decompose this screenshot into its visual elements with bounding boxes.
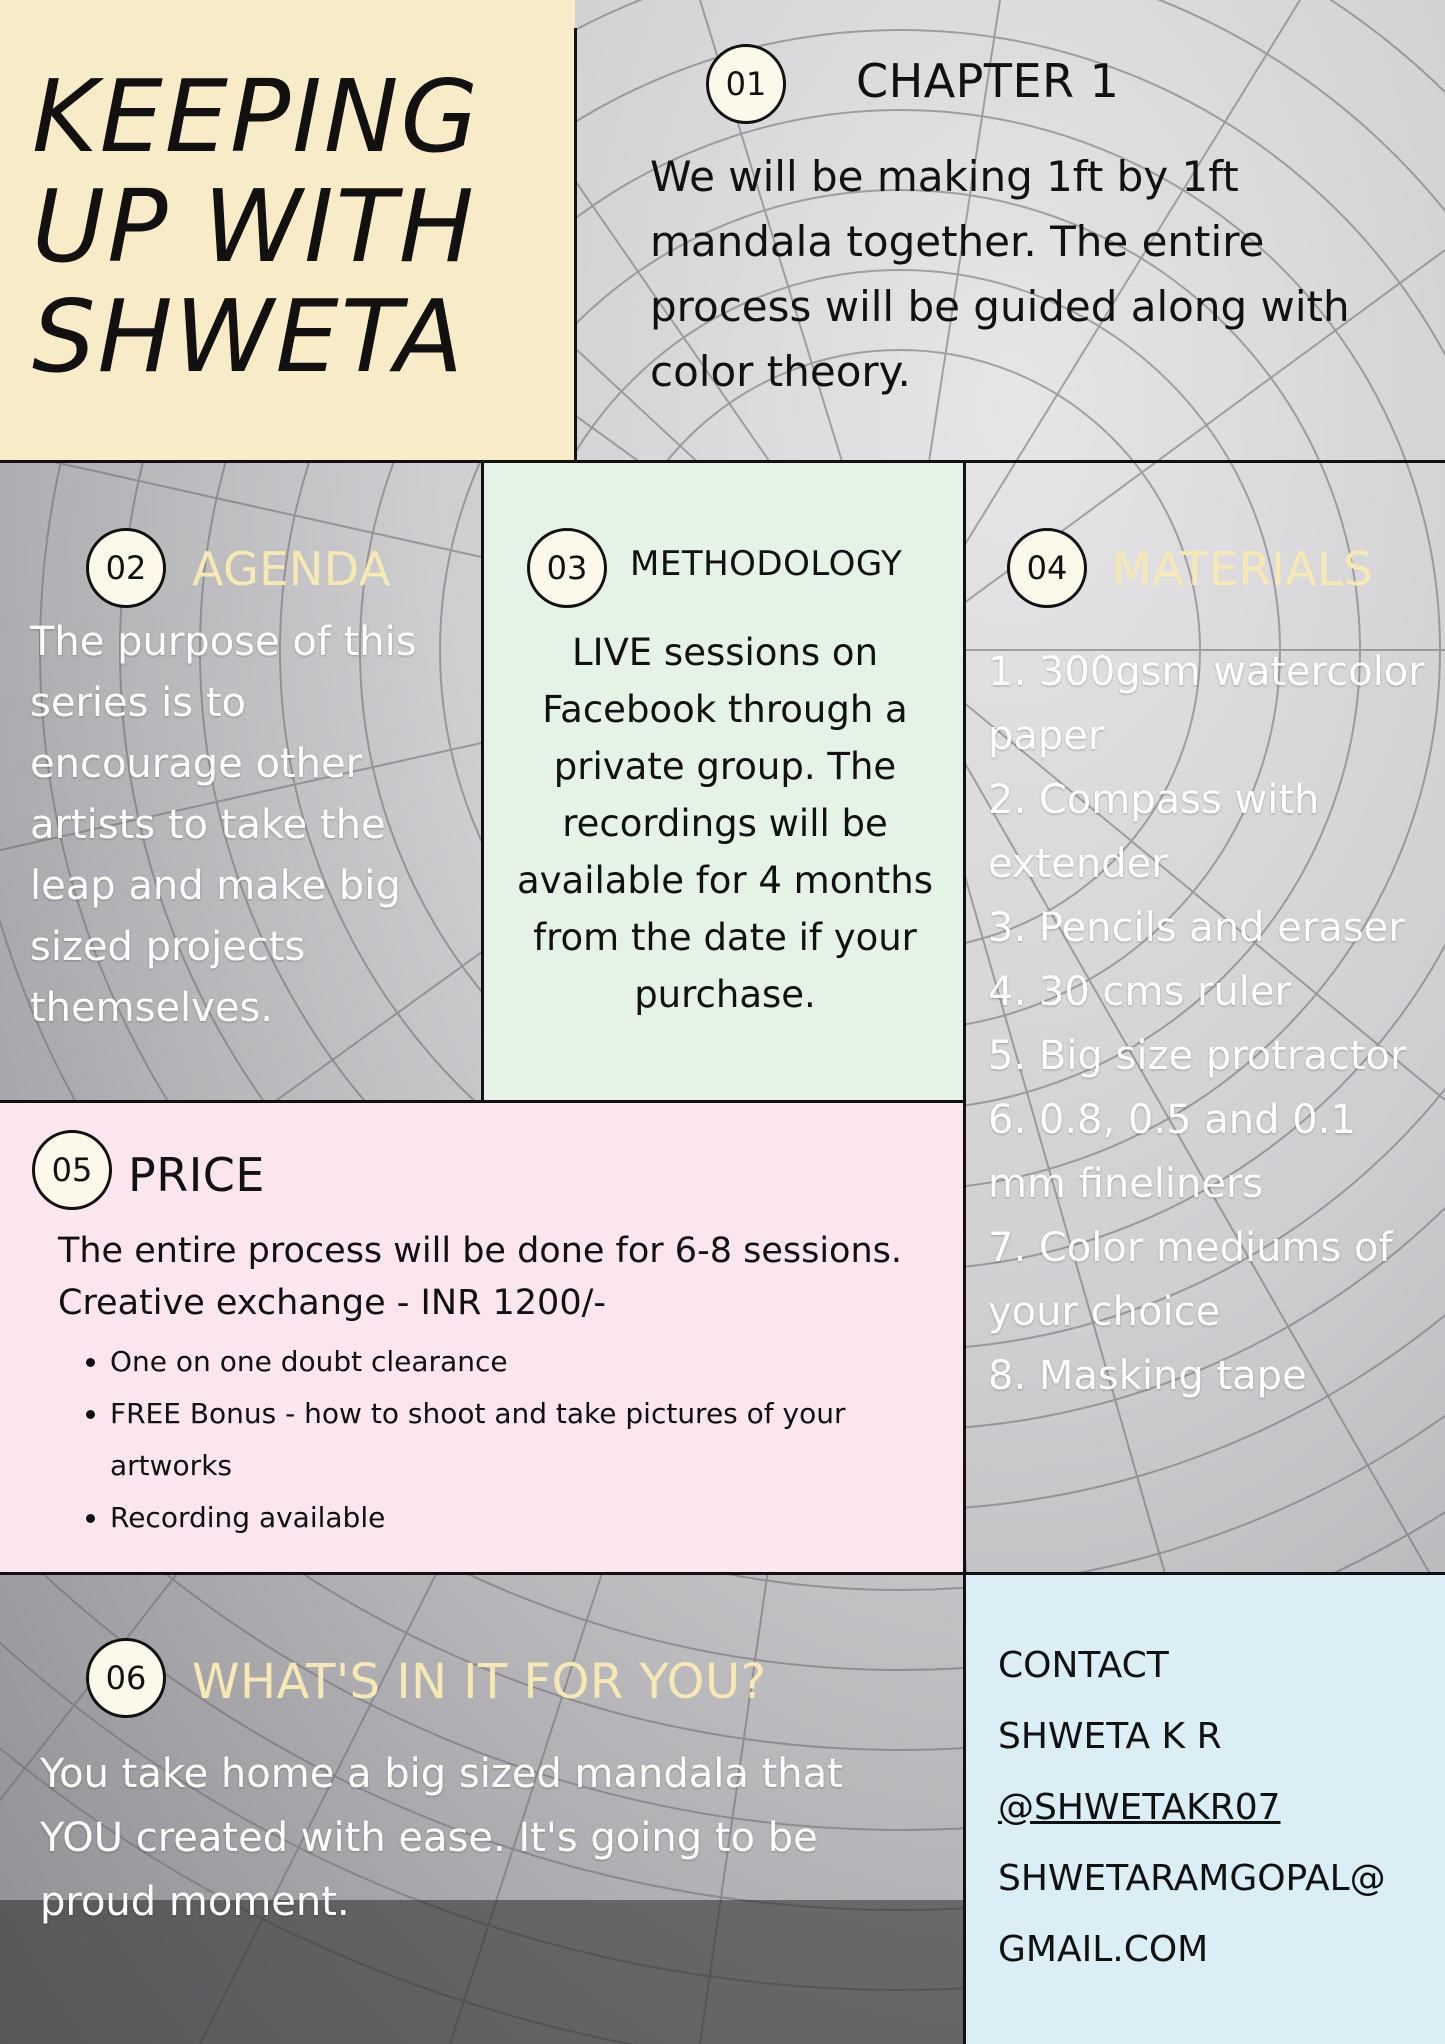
divider-line — [963, 462, 966, 2044]
price-line: The entire process will be done for 6-8 sessions. — [58, 1231, 903, 1271]
methodology-text: LIVE sessions on Facebook through a private group. The recordings will be available for 4 months from the date if your purchase. — [516, 631, 934, 1016]
price-heading: PRICE — [128, 1148, 265, 1202]
title-line: SHWETA — [32, 278, 466, 395]
list-item: 3. Pencils and eraser — [988, 905, 1405, 951]
list-item: • One on one doubt clearance — [110, 1336, 910, 1388]
section-number-badge: 06 — [86, 1638, 166, 1718]
benefit-heading: WHAT'S IN IT FOR YOU? — [192, 1654, 767, 1710]
contact-label: CONTACT — [998, 1645, 1169, 1686]
divider-line — [574, 28, 577, 462]
contact-handle-link[interactable]: @SHWETAKR07 — [998, 1787, 1281, 1828]
section-number-badge: 04 — [1007, 528, 1087, 608]
benefit-text: You take home a big sized mandala that YOU created with ease. It's going to be proud moment. — [40, 1751, 843, 1925]
list-item: 7. Color mediums of your choice — [988, 1225, 1393, 1335]
divider-line — [0, 460, 1445, 463]
list-item: 8. Masking tape — [988, 1353, 1307, 1399]
section-number-badge: 03 — [527, 528, 607, 608]
materials-list — [988, 640, 1428, 1408]
section-number-badge: 05 — [32, 1130, 112, 1210]
methodology-heading: METHODOLOGY — [630, 544, 903, 584]
agenda-text: The purpose of this series is to encourage other artists to take the leap and make big sized projects themselves. — [30, 619, 417, 1031]
list-item: 2. Compass with extender — [988, 777, 1320, 887]
materials-heading: MATERIALS — [1112, 542, 1374, 596]
chapter-text: We will be making 1ft by 1ft mandala together. The entire process will be guided along with color theory. — [650, 152, 1350, 396]
list-item: • FREE Bonus - how to shoot and take pictures of your artworks — [110, 1388, 910, 1492]
title-line: UP WITH — [32, 168, 476, 285]
chapter-heading: CHAPTER 1 — [856, 54, 1120, 108]
divider-line — [0, 1572, 1445, 1575]
list-item: 6. 0.8, 0.5 and 0.1 mm fineliners — [988, 1097, 1356, 1207]
list-item: 4. 30 cms ruler — [988, 969, 1291, 1015]
list-item: 5. Big size protractor — [988, 1033, 1407, 1079]
section-number-badge: 01 — [706, 44, 786, 124]
list-item: 1. 300gsm watercolor paper — [988, 649, 1425, 759]
agenda-heading: AGENDA — [192, 542, 391, 596]
contact-email: SHWETARAMGOPAL@ — [998, 1858, 1386, 1899]
section-number-badge: 02 — [86, 528, 166, 608]
list-item: • Recording available — [110, 1492, 910, 1544]
title-line: KEEPING — [32, 58, 481, 175]
divider-line — [0, 1100, 965, 1103]
contact-email: GMAIL.COM — [998, 1929, 1209, 1970]
page-title — [32, 58, 481, 395]
contact-name: SHWETA K R — [998, 1716, 1222, 1757]
price-bullet-list — [56, 1336, 910, 1544]
price-line: Creative exchange - INR 1200/- — [58, 1283, 607, 1323]
divider-line — [481, 462, 484, 1102]
contact-block — [998, 1630, 1386, 1985]
